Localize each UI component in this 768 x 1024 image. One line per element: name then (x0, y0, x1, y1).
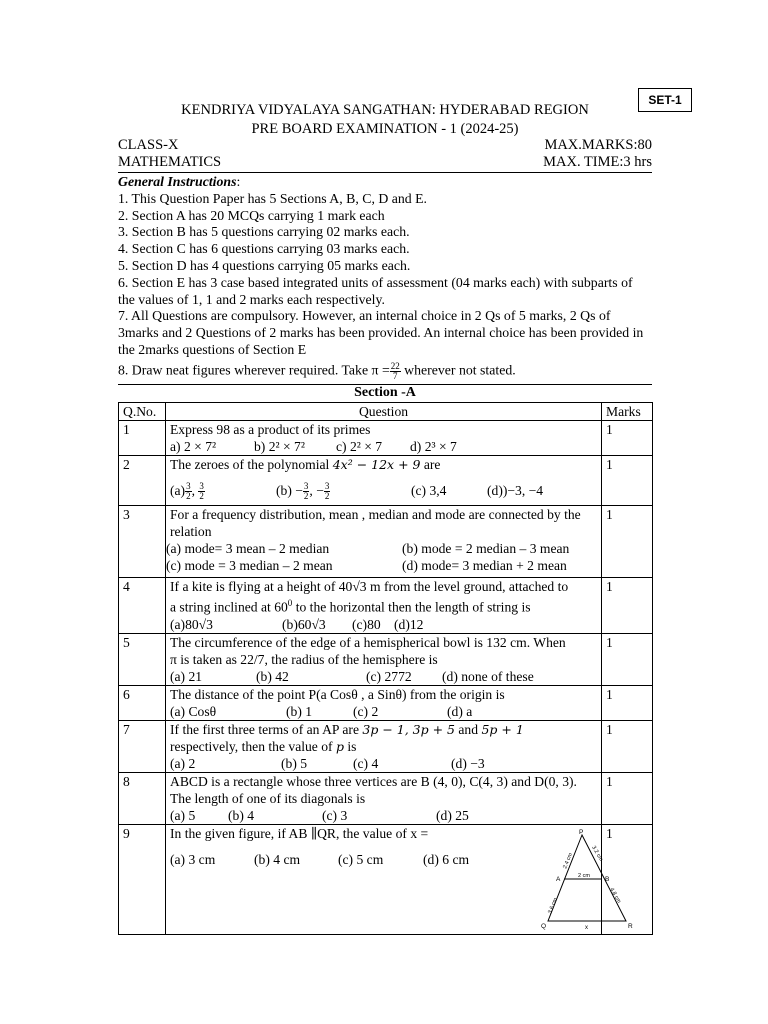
instruction-7: 7. All Questions are compulsory. However, an internal choice in 2 Qs of 5 marks, 2 Qs of 3marks and 2 Questions of 2 marks has been provided. An internal choice has been provided in the 2marks questions of Section E (118, 308, 644, 357)
question-text: The zeroes of the polynomial 4x² − 12x + 9 are (170, 457, 441, 472)
label-br: 4.8 cm (608, 886, 622, 904)
header-divider (118, 172, 652, 173)
class-label: CLASS-X (118, 137, 179, 153)
option-d: (d) none of these (442, 668, 534, 684)
options-row-2 (166, 557, 597, 574)
option-b: (b) 4 cm (254, 851, 301, 867)
option-a: (a) $\frac{3}{2}$ , $\frac{3}{2}$ (170, 481, 204, 502)
marks: 1 (602, 685, 653, 720)
option-d: (d) −3 (451, 755, 485, 771)
qno: 1 (119, 421, 166, 456)
option-c: (c) 3,4 (411, 483, 447, 498)
options (170, 755, 597, 772)
subject-row (118, 154, 652, 171)
question-row-5 (119, 633, 653, 685)
label-p: P (579, 828, 584, 836)
option-a: (a) 3 cm (170, 851, 216, 867)
question-text-2: a string inclined at $60^0$ to the horizontal then the length of string is (170, 598, 531, 615)
question-cell (166, 506, 602, 578)
set-label: SET-1 (638, 88, 692, 112)
marks: 1 (602, 506, 653, 578)
qno: 3 (119, 506, 166, 578)
question-cell (166, 633, 602, 685)
question-text: Express 98 as a product of its primes (170, 422, 371, 437)
qno: 5 (119, 633, 166, 685)
options (170, 807, 597, 824)
label-qr: x (585, 924, 588, 931)
options (170, 851, 597, 868)
label-a: A (556, 875, 561, 883)
option-c: (c) 2 (353, 703, 379, 719)
triangle-figure (534, 829, 634, 931)
option-b: (b) 1 (286, 703, 313, 719)
options (170, 482, 597, 501)
option-b: (b) mode = 2 median – 3 mean (402, 541, 570, 556)
pi-fraction: $\frac{22}{7}$ (390, 360, 400, 381)
option-a: (a) 21 (170, 668, 203, 684)
question-row-2 (119, 456, 653, 506)
label-r: R (628, 922, 633, 930)
subject-label: MATHEMATICS (118, 154, 222, 170)
question-cell (166, 685, 602, 720)
question-text: In the given figure, if AB ∥QR, the value of x = (170, 825, 429, 841)
marks: 1 (602, 772, 653, 824)
question-row-4 (119, 578, 653, 634)
option-d: (d)12 (394, 616, 424, 632)
option-a: (a) 2 (170, 755, 196, 771)
option-c: (c) 3 (322, 807, 348, 823)
marks: 1 (602, 421, 653, 456)
max-marks: MAX.MARKS:80 (544, 137, 652, 153)
instruction-4: 4. Section C has 6 questions carrying 03 marks each. (118, 241, 410, 257)
general-instructions: General Instructions: 1. This Question Paper has 5 Sections A, B, C, D and E. 2. Section A has 20 MCQs carrying 1 mark each 3. Section B has 5 questions carrying 02 marks each. 4. Section C has 6 questions carrying 03 marks each. 5. Section D has 4 questions carrying 05 marks each. 6. Section E has 3 case based integrated units of assessment (04 marks each) with subparts of the values of 1, 1 and 2 marks each respectively. 7. All Questions are compulsory. However, an internal choice in 2 Qs of 5 marks, 2 Qs of 3marks and 2 Questions of 2 marks has been provided. An internal choice has been provided in the 2marks questions of Section E 8. Draw neat figures wherever required. Take π = $\frac{22}{7}$ wherever not stated. (118, 174, 652, 381)
option-a: (a) Cosθ (170, 703, 217, 719)
option-d: (d) mode= 3 median + 2 mean (402, 558, 567, 573)
option-c: (c) 4 (353, 755, 379, 771)
question-header: Question (166, 403, 602, 421)
label-q: Q (541, 922, 547, 930)
option-d: (d))−3, −4 (487, 483, 544, 498)
option-c: c) 2² × 7 (336, 439, 383, 454)
questions-table (118, 402, 653, 935)
region-heading: KENDRIYA VIDYALAYA SANGATHAN: HYDERABAD REGION (181, 102, 589, 118)
option-a: (a)80√3 (170, 616, 213, 632)
qno: 9 (119, 824, 166, 934)
question-cell (166, 421, 602, 456)
option-a: (a) 5 (170, 807, 196, 823)
question-text: If a kite is flying at a height of 40√3 m from the level ground, attached to (170, 579, 569, 594)
option-b: (b) − $\frac{3}{2}$ , − $\frac{3}{2}$ (276, 481, 330, 502)
instruction-3: 3. Section B has 5 questions carrying 02 marks each. (118, 224, 410, 240)
qno: 6 (119, 685, 166, 720)
question-cell (166, 824, 633, 934)
section-a-title: Section -A (354, 385, 416, 400)
question-row-1 (119, 421, 653, 456)
option-c: (c) mode = 3 median – 2 mean (166, 558, 333, 573)
option-a: a) 2 × 7² (170, 439, 217, 454)
question-text: The circumference of the edge of a hemispherical bowl is 132 cm. When (170, 634, 566, 650)
option-b: (b)60√3 (282, 616, 326, 632)
question-text: ABCD is a rectangle whose three vertices are B (4, 0), C(4, 3) and D(0, 3). The length of one of its diagonals is (170, 773, 577, 806)
option-d: (d) a (447, 703, 473, 719)
label-pb: 3.2 cm (590, 844, 604, 862)
options-row-1 (166, 540, 597, 557)
marks-header: Marks (602, 403, 653, 421)
table-header-row (119, 403, 653, 421)
option-c: (c)80 (352, 616, 381, 632)
question-text: For a frequency distribution, mean , median and mode are connected by the relation (170, 507, 581, 539)
option-c: (c) 5 cm (338, 851, 384, 867)
question-row-6 (119, 685, 653, 720)
marks: 1 (602, 720, 653, 772)
question-text-2: π is taken as 22/7, the radius of the hemisphere is (170, 651, 438, 667)
instruction-2: 2. Section A has 20 MCQs carrying 1 mark each (118, 207, 385, 223)
option-d: (d) 25 (436, 807, 469, 823)
qno-header: Q.No. (119, 403, 166, 421)
qno: 4 (119, 578, 166, 634)
question-text: If the first three terms of an AP are 3p − 1, 3p + 5 and 5p + 1 (170, 721, 524, 737)
option-a: (a) mode= 3 mean – 2 median (166, 541, 330, 556)
marks: 1 (602, 633, 653, 685)
class-row (118, 137, 652, 154)
qno: 2 (119, 456, 166, 506)
question-text-2: respectively, then the value of p is (170, 738, 357, 754)
option-b: b) 2² × 7² (254, 439, 305, 454)
option-b: (b) 5 (281, 755, 308, 771)
option-d: (d) 6 cm (423, 851, 470, 867)
option-c: (c) 2772 (366, 668, 412, 684)
instructions-title: General Instructions (118, 174, 237, 189)
question-row-8 (119, 772, 653, 824)
option-d: d) 2³ × 7 (410, 439, 457, 454)
question-row-7 (119, 720, 653, 772)
question-cell (166, 720, 602, 772)
option-b: (b) 42 (256, 668, 289, 684)
question-cell (166, 772, 602, 824)
options (170, 703, 597, 720)
question-row-3 (119, 506, 653, 578)
label-ab: 2 cm (578, 872, 590, 879)
exam-heading: PRE BOARD EXAMINATION - 1 (2024-25) (251, 121, 519, 137)
instruction-6: 6. Section E has 3 case based integrated units of assessment (04 marks each) with subparts of the values of 1, 1 and 2 marks each respectively. (118, 274, 633, 307)
label-b: B (605, 875, 610, 883)
question-cell (166, 456, 602, 506)
max-time: MAX. TIME:3 hrs (543, 154, 652, 170)
options (170, 438, 597, 455)
marks: 1 (602, 456, 653, 506)
qno: 7 (119, 720, 166, 772)
instruction-8: 8. Draw neat figures wherever required. Take π = $\frac{22}{7}$ wherever not stated. (118, 360, 516, 381)
question-text: The distance of the point P(a Cosθ , a Sinθ) from the origin is (170, 686, 505, 702)
instruction-5: 5. Section D has 4 questions carrying 05 marks each. (118, 257, 411, 273)
question-cell (166, 578, 602, 634)
label-pa: 2.4 cm (562, 851, 575, 870)
options (170, 616, 597, 633)
question-row-9 (119, 824, 653, 934)
qno: 8 (119, 772, 166, 824)
instruction-1: 1. This Question Paper has 5 Sections A, B, C, D and E. (118, 190, 428, 206)
marks: 1 (602, 578, 653, 634)
label-aq: 3.6 cm (547, 896, 560, 915)
options (170, 668, 597, 685)
option-b: (b) 4 (228, 807, 255, 823)
marks: 1 (602, 824, 653, 934)
